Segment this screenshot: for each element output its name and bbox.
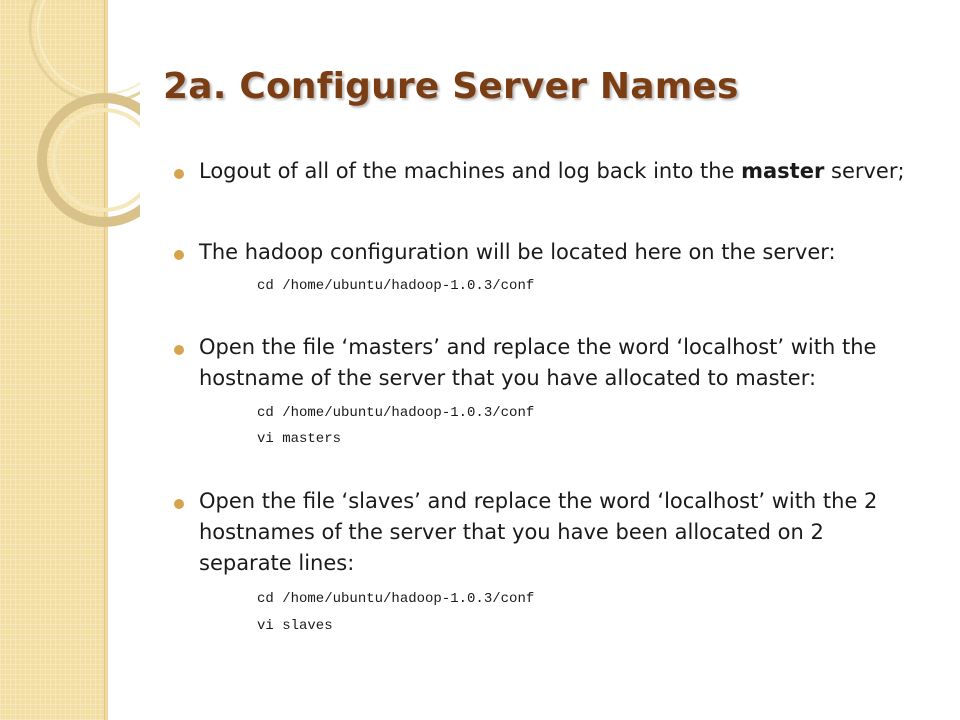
bullet-dot — [174, 499, 184, 509]
bullet-text — [199, 156, 919, 187]
ring-outer-top — [30, 0, 140, 102]
code-line: vi masters — [257, 431, 342, 447]
bullet-text-part: server; — [824, 159, 905, 183]
bullet-dot — [174, 169, 184, 179]
bullet-text: The hadoop configuration will be located here on the server: — [199, 240, 836, 264]
code-line: cd /home/ubuntu/hadoop-1.0.3/conf — [257, 278, 535, 294]
code-line: cd /home/ubuntu/hadoop-1.0.3/conf — [257, 591, 535, 607]
bullet-text: Open the file ‘slaves’ and replace the word ‘localhost’ with the 2 hostnames of the server that you have been allocated on 2 separate lines: — [199, 489, 878, 575]
code-line: vi slaves — [257, 618, 333, 634]
bullet-dot — [174, 345, 184, 355]
bullet-text-part: Logout of all of the machines and log back into the — [199, 159, 742, 183]
ring-inner-middle — [54, 110, 140, 210]
decorative-rings — [0, 0, 140, 260]
bullet-text: Open the file ‘masters’ and replace the word ‘localhost’ with the hostname of the server that you have allocated to master: — [199, 335, 877, 390]
bullet-dot — [174, 250, 184, 260]
slide-title: 2a. Configure Server Names — [163, 66, 739, 107]
code-line: cd /home/ubuntu/hadoop-1.0.3/conf — [257, 405, 535, 421]
bullet-text-bold: master — [741, 159, 825, 183]
